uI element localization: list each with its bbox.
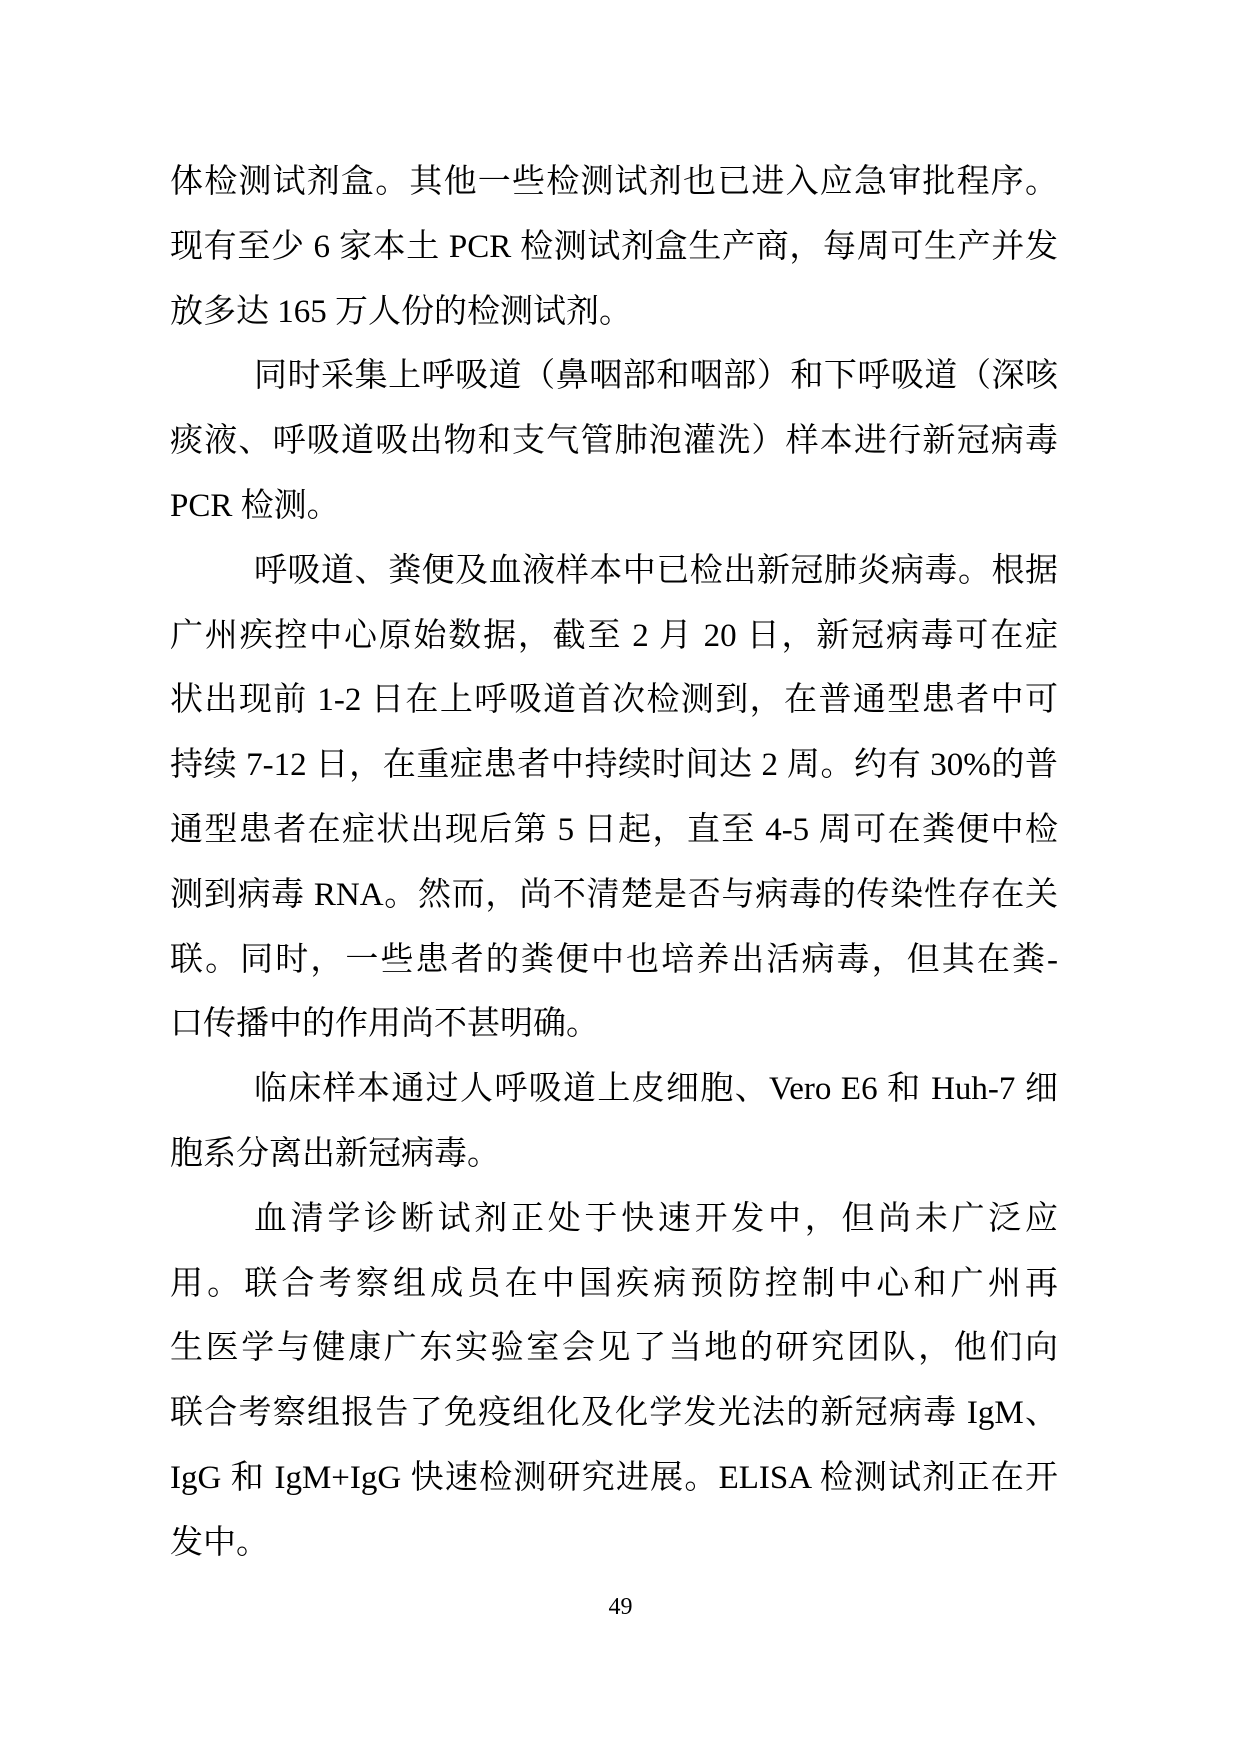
text-line: 通型患者在症状出现后第 5 日起，直至 4-5 周可在粪便中检 — [170, 811, 1058, 848]
page-number: 49 — [608, 1594, 633, 1620]
paragraph — [170, 1187, 1058, 1576]
text-line: 联合考察组报告了免疫组化及化学发光法的新冠病毒 IgM、 — [170, 1395, 1058, 1432]
text-line: 血清学诊断试剂正处于快速开发中，但尚未广泛应 — [254, 1200, 1058, 1237]
document-body — [170, 150, 1058, 1576]
paragraph — [170, 150, 1058, 344]
text-line: 痰液、呼吸道吸出物和支气管肺泡灌洗）样本进行新冠病毒 — [170, 423, 1058, 460]
text-line: 现有至少 6 家本土 PCR 检测试剂盒生产商，每周可生产并发 — [170, 228, 1058, 265]
text-line: 发中。 — [170, 1524, 269, 1561]
paragraph — [170, 344, 1058, 538]
text-line: 用。联合考察组成员在中国疾病预防控制中心和广州再 — [170, 1265, 1058, 1302]
text-line: 持续 7-12 日，在重症患者中持续时间达 2 周。约有 30%的普 — [170, 747, 1058, 784]
paragraph — [170, 539, 1058, 1057]
text-line: PCR 检测。 — [170, 487, 340, 524]
text-line: 口传播中的作用尚不甚明确。 — [170, 1006, 599, 1043]
text-line: 呼吸道、粪便及血液样本中已检出新冠肺炎病毒。根据 — [254, 552, 1058, 589]
text-line: 同时采集上呼吸道（鼻咽部和咽部）和下呼吸道（深咳 — [254, 358, 1058, 395]
text-line: 体检测试剂盒。其他一些检测试剂也已进入应急审批程序。 — [170, 164, 1058, 200]
text-line: 临床样本通过人呼吸道上皮细胞、Vero E6 和 Huh-7 细 — [254, 1071, 1058, 1108]
text-line: 放多达 165 万人份的检测试剂。 — [170, 293, 632, 330]
text-line: 胞系分离出新冠病毒。 — [170, 1135, 500, 1172]
text-line: 广州疾控中心原始数据，截至 2 月 20 日，新冠病毒可在症 — [170, 617, 1058, 654]
text-line: IgG 和 IgM+IgG 快速检测研究进展。ELISA 检测试剂正在开 — [170, 1459, 1058, 1496]
paragraph — [170, 1057, 1058, 1187]
text-line: 生医学与健康广东实验室会见了当地的研究团队，他们向 — [170, 1330, 1058, 1367]
text-line: 联。同时，一些患者的粪便中也培养出活病毒，但其在粪- — [170, 941, 1058, 978]
text-line: 测到病毒 RNA。然而，尚不清楚是否与病毒的传染性存在关 — [170, 876, 1058, 913]
text-line: 状出现前 1-2 日在上呼吸道首次检测到，在普通型患者中可 — [170, 682, 1058, 719]
